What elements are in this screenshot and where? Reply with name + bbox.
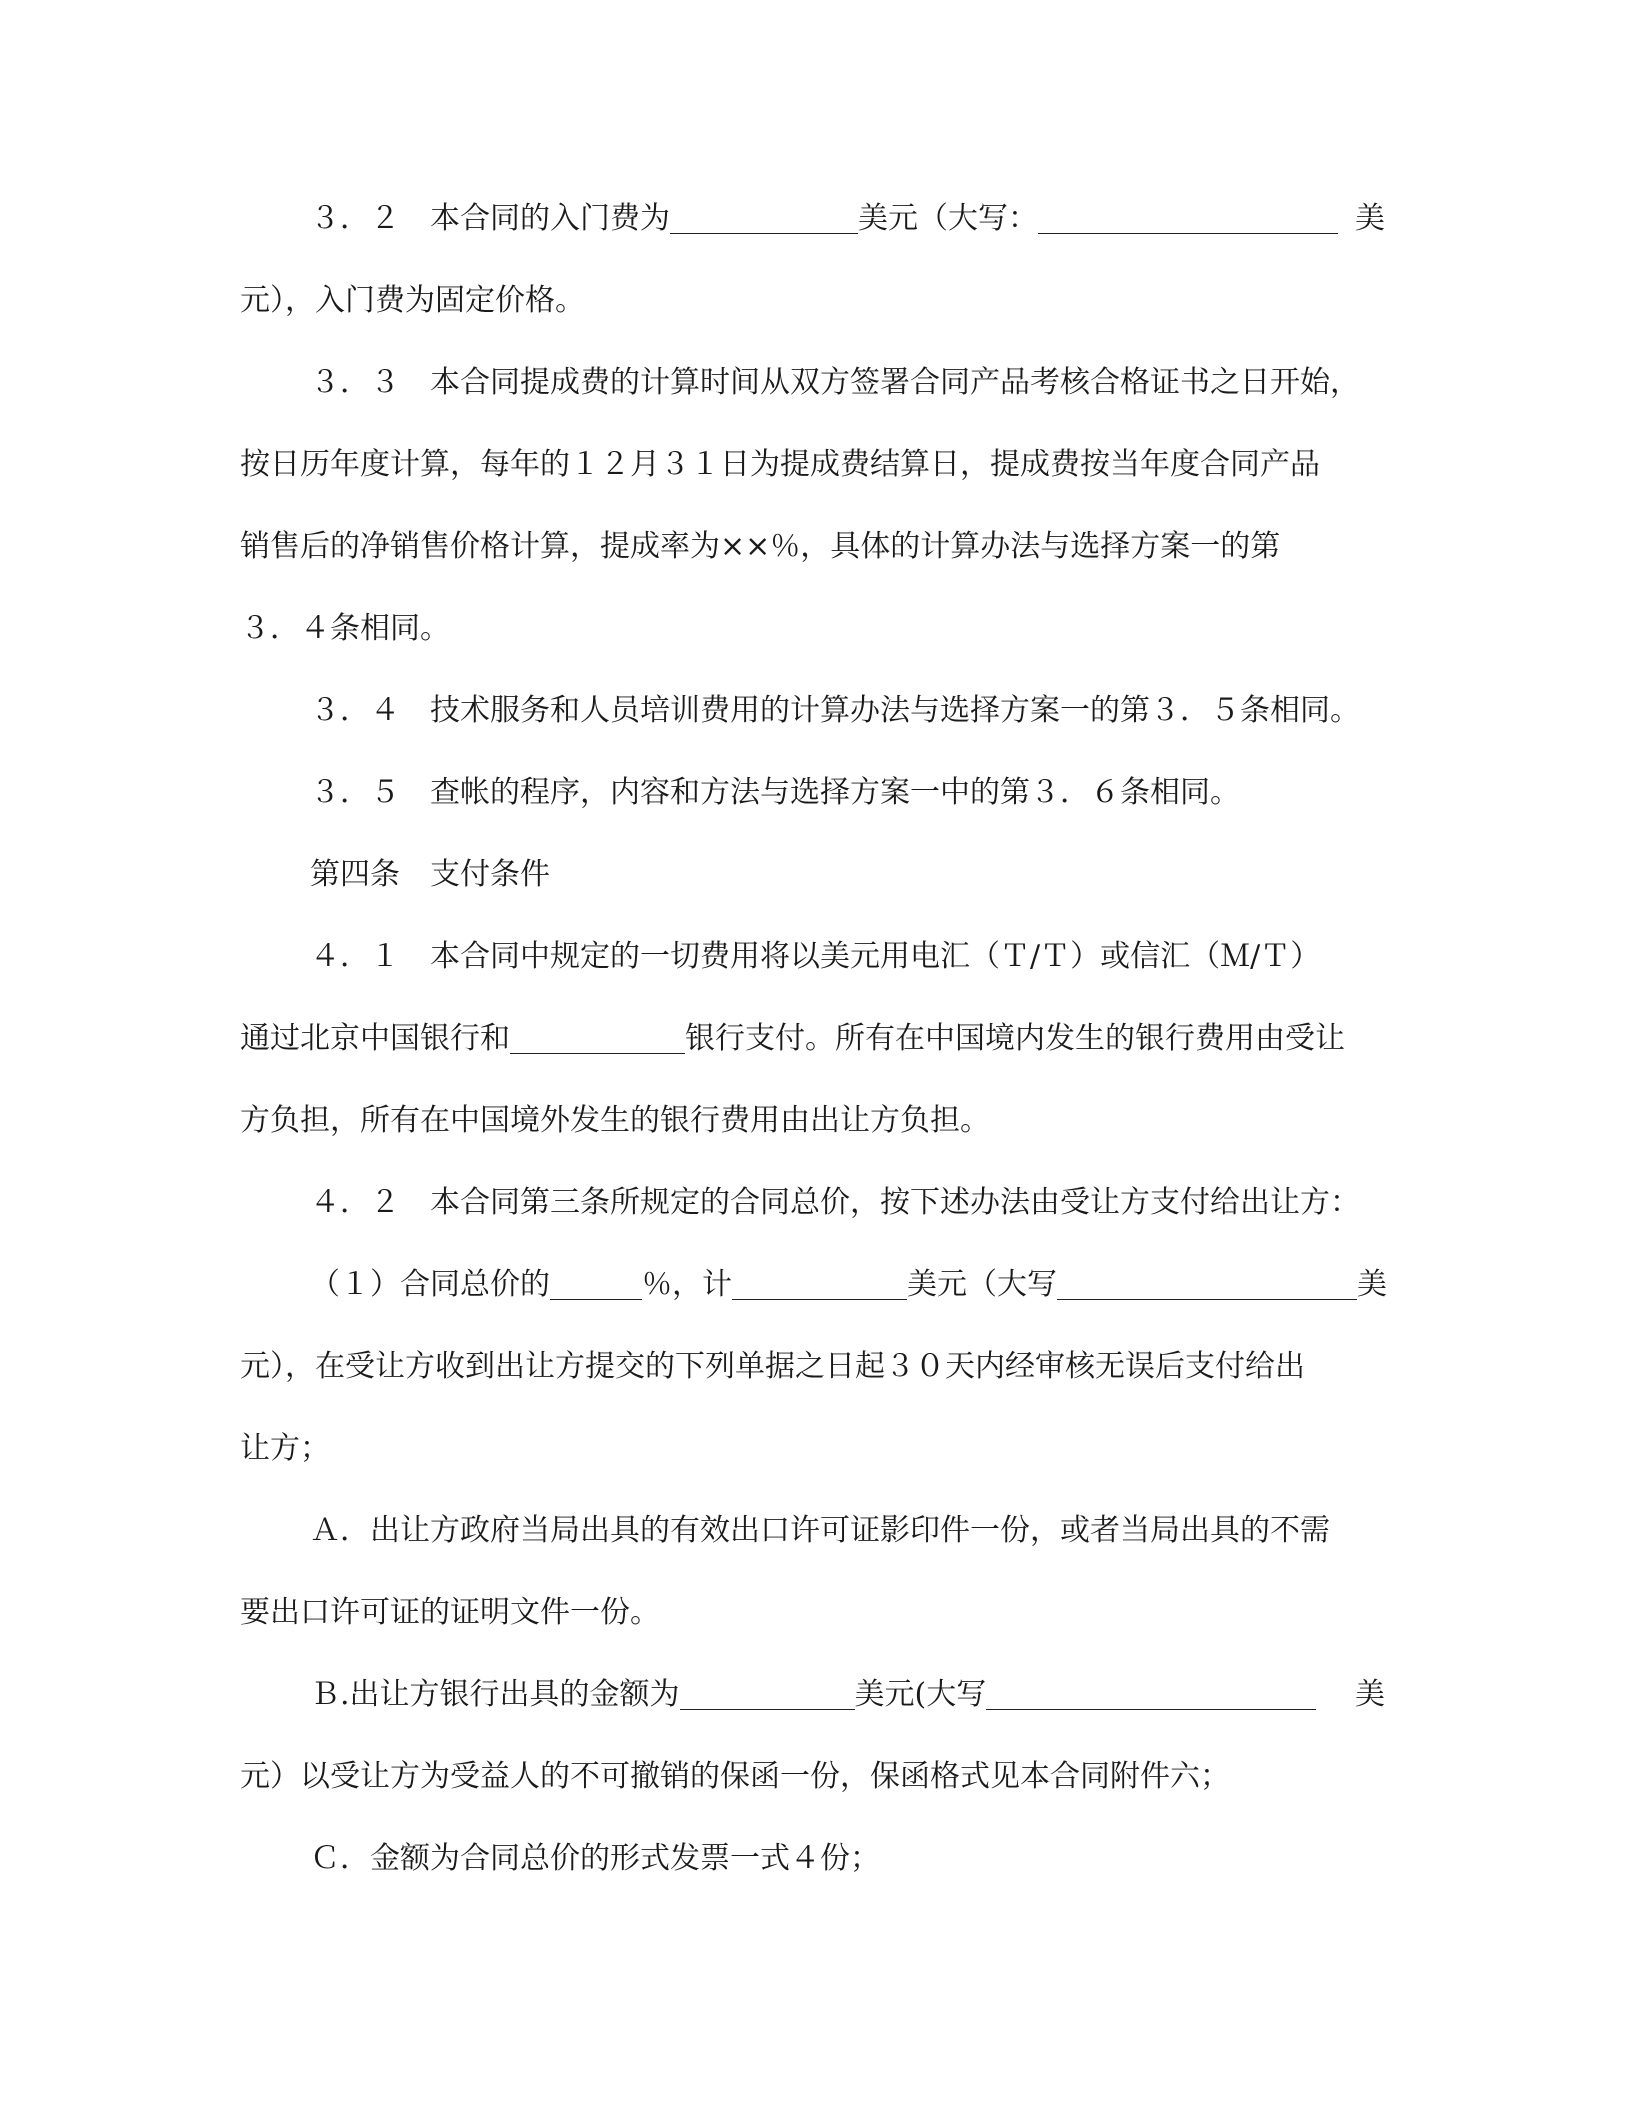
clause-4-1-line-2: 通过北京中国银行和 银行支付。所有在中国境内发生的银行费用由受让 <box>240 1021 1345 1056</box>
entry-fee-words-blank[interactable] <box>1038 199 1338 234</box>
clause-number: ３．２ <box>310 201 400 236</box>
payment-amount-blank[interactable] <box>732 1265 907 1300</box>
guarantee-words-blank[interactable] <box>986 1675 1316 1710</box>
item-a-line-1: Ａ．出让方政府当局出具的有效出口许可证影印件一份，或者当局出具的不需 <box>310 1513 1330 1548</box>
clause-3-2-line-1: ３．２ 本合同的入门费为 美元（大写： 美 <box>310 201 1385 236</box>
clause-number: ３．５ <box>310 775 400 810</box>
payment-words-blank[interactable] <box>1057 1265 1357 1300</box>
clause-3-3-line-3: 销售后的净销售价格计算，提成率为××％，具体的计算办法与选择方案一的第 <box>240 529 1281 564</box>
percent-blank[interactable] <box>550 1265 642 1300</box>
clause-3-3-line-4: ３．４条相同。 <box>240 611 450 646</box>
entry-fee-amount-blank[interactable] <box>670 199 858 234</box>
item-1-line-1: （１）合同总价的 ％，计 美元（大写 美 <box>310 1267 1387 1302</box>
clause-4-1-line-3: 方负担，所有在中国境外发生的银行费用由出让方负担。 <box>240 1103 990 1138</box>
bank-name-blank[interactable] <box>510 1019 685 1054</box>
item-1-line-2: 元），在受让方收到出让方提交的下列单据之日起３０天内经审核无误后支付给出 <box>240 1349 1305 1384</box>
document-page <box>240 178 1385 1900</box>
clause-number: ４．１ <box>310 939 400 974</box>
guarantee-amount-blank[interactable] <box>680 1675 855 1710</box>
clause-3-4: ３．４ 技术服务和人员培训费用的计算办法与选择方案一的第３．５条相同。 <box>310 693 1360 728</box>
clause-3-3-line-2: 按日历年度计算，每年的１２月３１日为提成费结算日，提成费按当年度合同产品 <box>240 447 1320 482</box>
item-c: Ｃ．金额为合同总价的形式发票一式４份； <box>310 1841 880 1876</box>
clause-3-5: ３．５ 查帐的程序，内容和方法与选择方案一中的第３．６条相同。 <box>310 775 1240 810</box>
clause-number: ４．２ <box>310 1185 400 1220</box>
clause-4-1-line-1: ４．１ 本合同中规定的一切费用将以美元用电汇（Ｔ/Ｔ）或信汇（Ｍ/Ｔ） <box>310 939 1321 974</box>
clause-number: ３．３ <box>310 365 400 400</box>
clause-number: ３．４ <box>310 693 400 728</box>
item-b-line-1: Ｂ.出让方银行出具的金额为 美元(大写 美 <box>310 1677 1385 1712</box>
clause-3-3-line-1: ３．３ 本合同提成费的计算时间从双方签署合同产品考核合格证书之日开始， <box>310 365 1360 400</box>
item-1-line-3: 让方； <box>240 1431 330 1466</box>
clause-4-2: ４．２ 本合同第三条所规定的合同总价，按下述办法由受让方支付给出让方： <box>310 1185 1360 1220</box>
article-4-heading: 第四条 支付条件 <box>310 857 550 892</box>
item-a-line-2: 要出口许可证的证明文件一份。 <box>240 1595 660 1630</box>
item-b-line-2: 元）以受让方为受益人的不可撤销的保函一份，保函格式见本合同附件六； <box>240 1759 1230 1794</box>
clause-3-2-line-2: 元），入门费为固定价格。 <box>240 283 585 318</box>
